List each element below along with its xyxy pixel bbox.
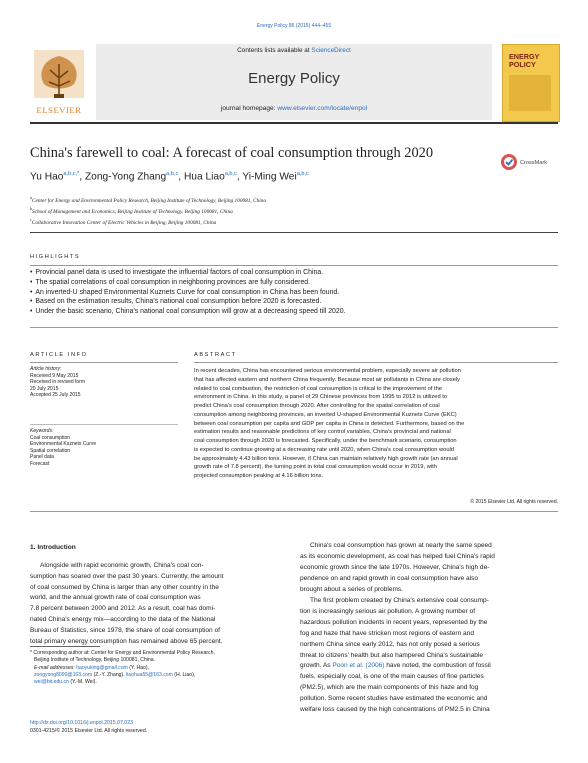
highlights-heading: HIGHLIGHTS	[30, 254, 81, 260]
abstract-line: be approximately 4.43 billion tons. However, if China can maintain relatively high growth rate (an annual	[194, 455, 458, 462]
intro-text-line: China's coal consumption has grown at nearly the same speed	[310, 542, 492, 549]
affiliation-item	[30, 216, 266, 227]
doi-block	[30, 719, 147, 735]
contents-line	[96, 47, 492, 54]
abstract-line: environment in China. In this study, a panel of 29 Chinese provinces from 1995 to 2012 is utilized to	[194, 394, 448, 401]
highlight-item: • An inverted-U shaped Environmental Kuznets Curve for coal consumption in China has been found.	[30, 288, 558, 298]
author-separator: ,	[79, 171, 85, 183]
highlights-list	[30, 268, 558, 317]
intro-text-line: fog and haze that have stricken most regions of eastern and	[300, 629, 474, 637]
intro-heading: 1. Introduction	[30, 544, 76, 551]
abstract-line: In recent decades, China has encountered serious environmental problem, especially severe air pollution	[194, 368, 461, 374]
highlights-bottom-rule	[30, 327, 558, 328]
affiliation-marker: a	[30, 195, 32, 200]
intro-text-line: world, and the annual growth rate of coal consumption was	[30, 594, 201, 602]
author-affiliation-marker[interactable]: a,b,c	[224, 171, 237, 177]
highlight-item: • Provincial panel data is used to investigate the influential factors of coal consumption in China.	[30, 268, 558, 278]
intro-text-line: pollution. Some recent studies have estimated the economic and	[300, 695, 488, 703]
abstract-line: growth rate of 7.8 percent), the turning point in total coal consumption would occur in 2019, with	[194, 464, 437, 471]
affiliation-rule	[30, 232, 558, 233]
abstract-rule	[194, 362, 558, 363]
elsevier-tree-icon	[30, 44, 88, 106]
email-link-hao[interactable]: haoyuking@gmail.com	[76, 664, 128, 671]
history-label: Article history:	[30, 366, 62, 372]
intro-text-line: brought about a series of problems.	[300, 585, 403, 593]
intro-text-line: The first problem created by China's extensive coal consump-	[310, 596, 489, 604]
cover-artwork	[509, 75, 551, 111]
affiliation-marker: c	[30, 217, 32, 223]
history-entry: Accepted 25 July 2015	[30, 392, 81, 399]
footnotes	[30, 650, 288, 686]
crossmark-label: CrossMark	[520, 160, 548, 166]
intro-text-line: economic growth since the late 1970s. However, China's high de-	[300, 563, 490, 571]
homepage-link[interactable]: www.elsevier.com/locate/enpol	[277, 105, 368, 112]
email-label: E-mail addresses:	[34, 664, 75, 671]
intro-text-line: welfare loss caused by the high concentrations of PM2.5 in China	[300, 706, 490, 714]
abstract-line: projected consumption peaking at 4.16 billion tons.	[194, 473, 324, 479]
author-separator: ,	[236, 171, 243, 183]
intro-text-line: nated China's energy mix—according to the data of the National	[30, 615, 216, 623]
sciencedirect-link[interactable]: ScienceDirect	[311, 47, 351, 54]
intro-text-line: threat to citizens' health but also hampered China's sustainable	[300, 651, 484, 659]
history-list	[30, 373, 178, 399]
cover-title	[509, 53, 539, 69]
affiliation-text: Collaborative Innovation Center of Electric Vehicles in Beijing, Beijing 100081, China	[31, 220, 217, 227]
elsevier-logo	[30, 44, 88, 120]
email-name-hao: (Y. Hao),	[129, 664, 149, 671]
article-history	[30, 366, 178, 399]
email-link-zhang[interactable]: zongyong8090@163.com	[34, 671, 93, 678]
keyword-item: Coal consumption	[30, 434, 71, 441]
abstract-body	[194, 367, 558, 481]
abstract-line: between coal consumption per capita and GDP per capita in China is detected. Furthermore, based on the	[194, 420, 465, 427]
cover-title-line1: ENERGY	[509, 52, 540, 61]
intro-text-line: northern China since early 2012, has not only posed a serious	[300, 640, 480, 648]
intro-left-column	[30, 561, 288, 647]
journal-reference[interactable]: Energy Policy 86 (2015) 444–455	[256, 23, 332, 29]
email-name-zhang: (Z.-Y. Zhang),	[93, 671, 125, 678]
header-rule	[30, 122, 558, 124]
intro-right-column	[300, 541, 558, 716]
corresponding-author-address: Beijing Institute of Technology, Beijing 100081, China.	[34, 657, 156, 664]
affiliation-marker: b	[30, 206, 32, 212]
intro-text-line: sumption has soared over the past 30 years. Currently, the amount	[30, 572, 224, 580]
intro-text-line: Bureau of Statistics, since 1978, the share of coal consumption of	[30, 626, 220, 634]
author-separator: ,	[178, 171, 184, 183]
article-info-heading: ARTICLE INFO	[30, 352, 88, 358]
abstract-line: predict China's coal consumption through 2020. After controlling for the spatial correlation of coal	[194, 403, 440, 409]
abstract-line: that has affected eastern and northern China frequently. Because most air pollutants in China are closely	[194, 376, 461, 383]
keyword-item: Panel data	[30, 454, 54, 461]
email-name-wei: (Y.-M. Wei).	[70, 679, 97, 686]
keyword-item: Environmental Kuznets Curve	[30, 441, 97, 448]
journal-title: Energy Policy	[248, 70, 340, 87]
abstract-heading: ABSTRACT	[194, 352, 237, 358]
affiliation-text: School of Management and Economics, Beijing Institute of Technology, Beijing 100081, China	[32, 208, 233, 215]
author-name[interactable]: Hua Liao	[183, 171, 225, 183]
issn-line: 0301-4215/© 2015 Elsevier Ltd. All rights reserved.	[30, 728, 148, 734]
footnote-rule	[30, 646, 100, 647]
keyword-item: Forecast	[30, 460, 50, 467]
abstract-line: consumption among neighboring provinces, an inverted U-shaped Environmental Kuznets Curve (EKC)	[194, 411, 457, 418]
abstract-line: coal consumption through 2020 is forecasted. Specifically, under the benchmark scenario, consumption	[194, 438, 457, 444]
journal-header	[30, 44, 558, 120]
citation-link[interactable]: Poon et al. (2006)	[332, 662, 385, 670]
email-link-wei[interactable]: wei@bit.edu.cn	[34, 679, 69, 686]
keywords-list	[30, 435, 178, 468]
author-affiliation-marker[interactable]: a,b,c	[296, 171, 309, 177]
intro-text-line: tion is increasingly serious air pollution. A growing number of	[300, 607, 476, 615]
intro-text-line: of coal consumed by China is larger than any other country in the	[30, 583, 219, 591]
intro-text-line: growth. As Poon et al. (2006) have noted, the combustion of fossil	[300, 662, 491, 670]
crossmark-badge[interactable]	[500, 153, 560, 173]
affiliation-item	[30, 194, 266, 205]
homepage-line	[96, 105, 492, 112]
author-list	[30, 171, 309, 182]
abstract-line: is expected to continue growing at a decreasing rate until 2020, when China's coal consumption would	[194, 446, 455, 453]
intro-text-line: total primary energy consumption has remained above 65 percent.	[30, 637, 223, 645]
highlight-item: • The spatial correlations of coal consumption in neighboring provinces are fully considered.	[30, 278, 558, 288]
email-line-2	[30, 672, 288, 679]
homepage-prefix: journal homepage:	[220, 105, 278, 112]
email-line-1	[30, 665, 288, 672]
doi-link[interactable]: http://dx.doi.org/10.1016/j.enpol.2015.07.023	[30, 720, 133, 726]
abstract-copyright: © 2015 Elsevier Ltd. All rights reserved.	[470, 499, 558, 505]
abstract-line: related to coal combustion, the restriction of coal consumption is critical to the improvement of the	[194, 385, 443, 392]
highlights-top-rule	[30, 265, 558, 266]
abstract-bottom-rule	[30, 511, 558, 512]
intro-text-line: hazardous pollution incidents in recent years, represented by the	[300, 618, 488, 626]
affiliation-list	[30, 194, 266, 228]
history-entry: Received 9 May 2015	[30, 372, 79, 379]
keywords-label: Keywords:	[30, 428, 54, 434]
journal-cover[interactable]	[502, 44, 560, 122]
intro-text-line: fuels, especially coal, is one of the main causes of fine particles	[300, 673, 484, 681]
intro-text-line: (PM2.5), which are the main components of this haze and fog	[300, 684, 479, 692]
article-title: China's farewell to coal: A forecast of coal consumption through 2020	[30, 145, 434, 161]
intro-text-line: 7.8 percent between 2000 and 2012. As a result, coal has domi-	[30, 605, 216, 613]
contents-prefix: Contents lists available at	[237, 47, 312, 54]
keyword-item: Spatial correlation	[30, 447, 71, 454]
highlight-item: • Under the basic scenario, China's national coal consumption will grow at a decreasing speed till 2020.	[30, 307, 558, 317]
article-info-rule	[30, 362, 178, 363]
cover-title-line2: POLICY	[509, 60, 536, 69]
history-keywords-rule	[30, 424, 178, 425]
corresponding-author-note: * Corresponding author at: Center for Energy and Environmental Policy Research,	[30, 650, 215, 656]
affiliation-text: Center for Energy and Environmental Policy Research, Beijing Institute of Technology, Beijing 100081, China	[32, 197, 267, 204]
author-name[interactable]: Zong-Yong Zhang	[84, 171, 167, 183]
crossmark-icon	[500, 153, 518, 171]
abstract-line: estimation results and reasonable predictions of key control variables, China's provincial and national	[194, 429, 451, 436]
intro-text-line: Alongside with rapid economic growth, China's coal con-	[40, 562, 204, 569]
affiliation-item	[30, 205, 266, 216]
email-name-liao: (H. Liao),	[174, 671, 196, 678]
intro-text-line: pendence on and rapid growth in coal consumption have also	[300, 574, 478, 582]
history-entry: Received in revised form	[30, 379, 86, 386]
highlight-item: • Based on the estimation results, China's national coal consumption before 2020 is forecasted.	[30, 297, 558, 307]
author-affiliation-marker[interactable]: a,b,c	[166, 171, 179, 177]
email-line-3	[30, 679, 288, 686]
header-center-panel	[96, 44, 492, 120]
keywords-block	[30, 428, 178, 468]
email-link-liao[interactable]: liaohua55@163.com	[126, 671, 173, 678]
publisher-name[interactable]: ELSEVIER	[36, 105, 82, 115]
history-entry: 20 July 2015	[30, 385, 59, 392]
author-affiliation-marker[interactable]: a,b,c,*	[63, 171, 80, 177]
author-name[interactable]: Yu Hao	[30, 171, 64, 183]
author-name[interactable]: Yi-Ming Wei	[242, 171, 297, 183]
intro-text-line: as its economic development, as coal has helped fuel China's rapid	[300, 552, 495, 560]
